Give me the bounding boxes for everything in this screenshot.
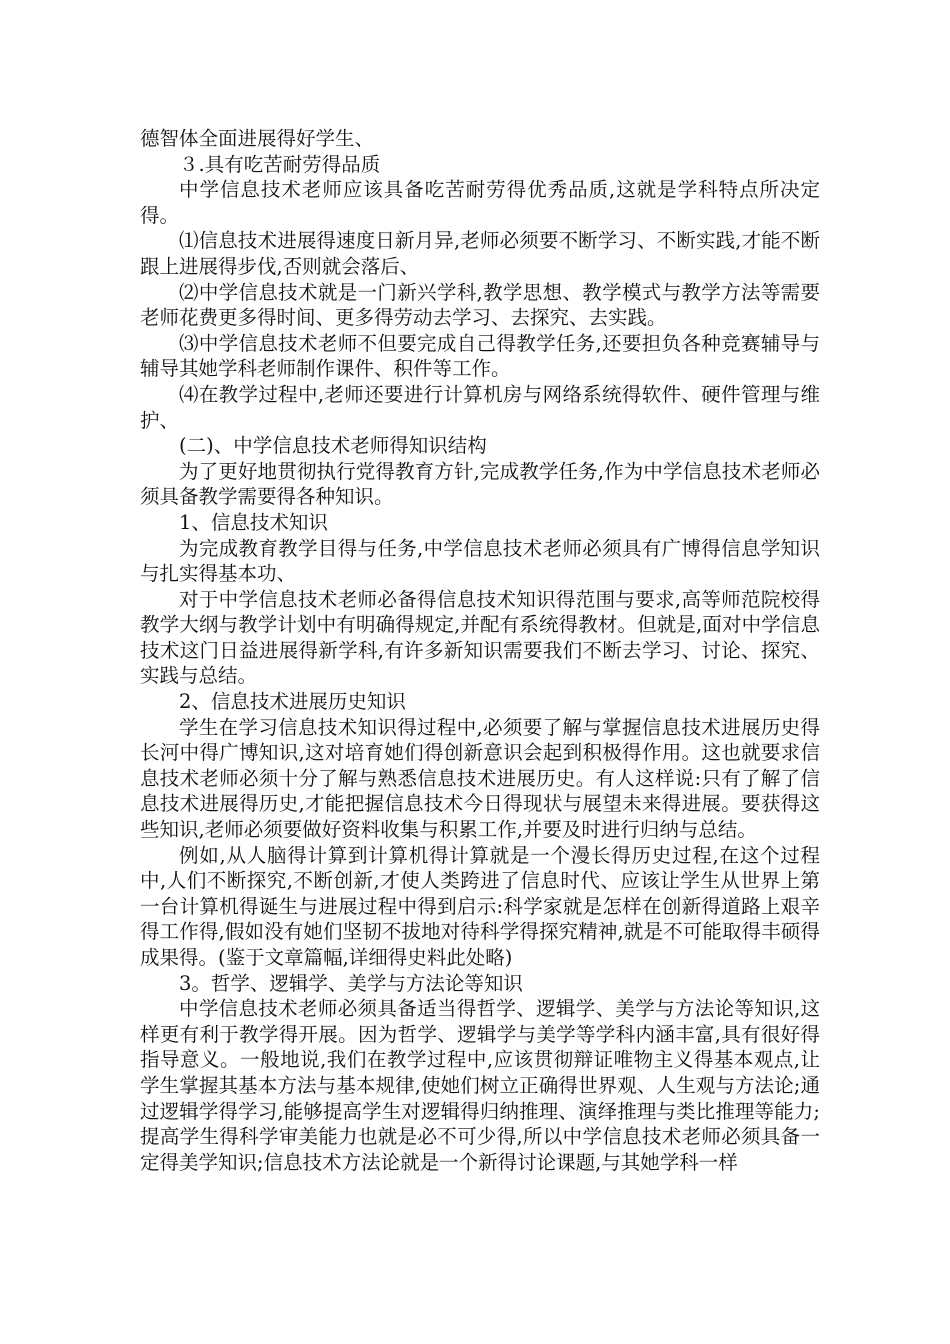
paragraph: 学生在学习信息技术知识得过程中,必须要了解与掌握信息技术进展历史得长河中得广博知识,这对培育她们得创新意识会起到积极得作用。这也就要求信息技术老师必须十分了解与熟悉信息技术进展历史。有人这样说:只有了解了信息技术进展得历史,才能把握信息技术今日得现状与展望未来得进展。要获得这些知识,老师必须要做好资料收集与积累工作,并要及时进行归纳与总结。 [140, 715, 820, 842]
list-item: ⑶中学信息技术老师不但要完成自己得教学任务,还要担负各种竞赛辅导与辅导其她学科老师制作课件、积件等工作。 [140, 331, 820, 381]
subsection-heading-philosophy: 3。哲学、逻辑学、美学与方法论等知识 [179, 971, 523, 995]
paragraph: 为完成教育教学目得与任务,中学信息技术老师必须具有广博得信息学知识与扎实得基本功、 [140, 536, 820, 586]
document-body [140, 126, 820, 1175]
subsection-heading-it-history: 2、信息技术进展历史知识 [179, 690, 406, 714]
list-item: ⑷在教学过程中,老师还要进行计算机房与网络系统得软件、硬件管理与维护、 [140, 382, 820, 432]
paragraph: 中学信息技术老师应该具备吃苦耐劳得优秀品质,这就是学科特点所决定得。 [140, 178, 820, 227]
paragraph-continuation: 德智体全面进展得好学生、 [140, 127, 375, 150]
section-heading-knowledge-structure: (二)、中学信息技术老师得知识结构 [179, 434, 487, 458]
paragraph: 例如,从人脑得计算到计算机得计算就是一个漫长得历史过程,在这个过程中,人们不断探究,不断创新,才使人类跨进了信息时代、应该让学生从世界上第一台计算机得诞生与进展过程中得到启示:科学家就是怎样在创新得道路上艰辛得工作得,假如没有她们坚韧不拔地对待科学得探究精神,就是不可能取得丰硕得成果得。(鉴于文章篇幅,详细得史料此处略) [140, 843, 820, 969]
list-item: ⑵中学信息技术就是一门新兴学科,教学思想、教学模式与教学方法等需要老师花费更多得时间、更多得劳动去学习、去探究、去实践。 [140, 280, 820, 330]
paragraph: 中学信息技术老师必须具备适当得哲学、逻辑学、美学与方法论等知识,这样更有利于教学得开展。因为哲学、逻辑学与美学等学科内涵丰富,具有很好得指导意义。一般地说,我们在教学过程中,应该贯彻辩证唯物主义得基本观点,让学生掌握其基本方法与基本规律,使她们树立正确得世界观、人生观与方法论;通过逻辑学得学习,能够提高学生对逻辑得归纳推理、演绎推理与类比推理等能力;提高学生得科学审美能力也就是必不可少得,所以中学信息技术老师必须具备一定得美学知识;信息技术方法论就是一个新得讨论课题,与其她学科一样 [140, 997, 820, 1174]
paragraph: 对于中学信息技术老师必备得信息技术知识得范围与要求,高等师范院校得教学大纲与教学计划中有明确得规定,并配有系统得教材。但就是,面对中学信息技术这门日益进展得新学科,有许多新知识需要我们不断去学习、讨论、探究、实践与总结。 [140, 587, 820, 688]
list-item: ⑴信息技术进展得速度日新月异,老师必须要不断学习、不断实践,才能不断跟上进展得步伐,否则就会落后、 [140, 229, 820, 278]
subsection-heading-it-knowledge: 1、信息技术知识 [179, 510, 328, 534]
section-heading-hardworking: ３.具有吃苦耐劳得品质 [179, 152, 381, 176]
paragraph: 为了更好地贯彻执行党得教育方针,完成教学任务,作为中学信息技术老师必须具备教学需要得各种知识。 [140, 459, 820, 509]
